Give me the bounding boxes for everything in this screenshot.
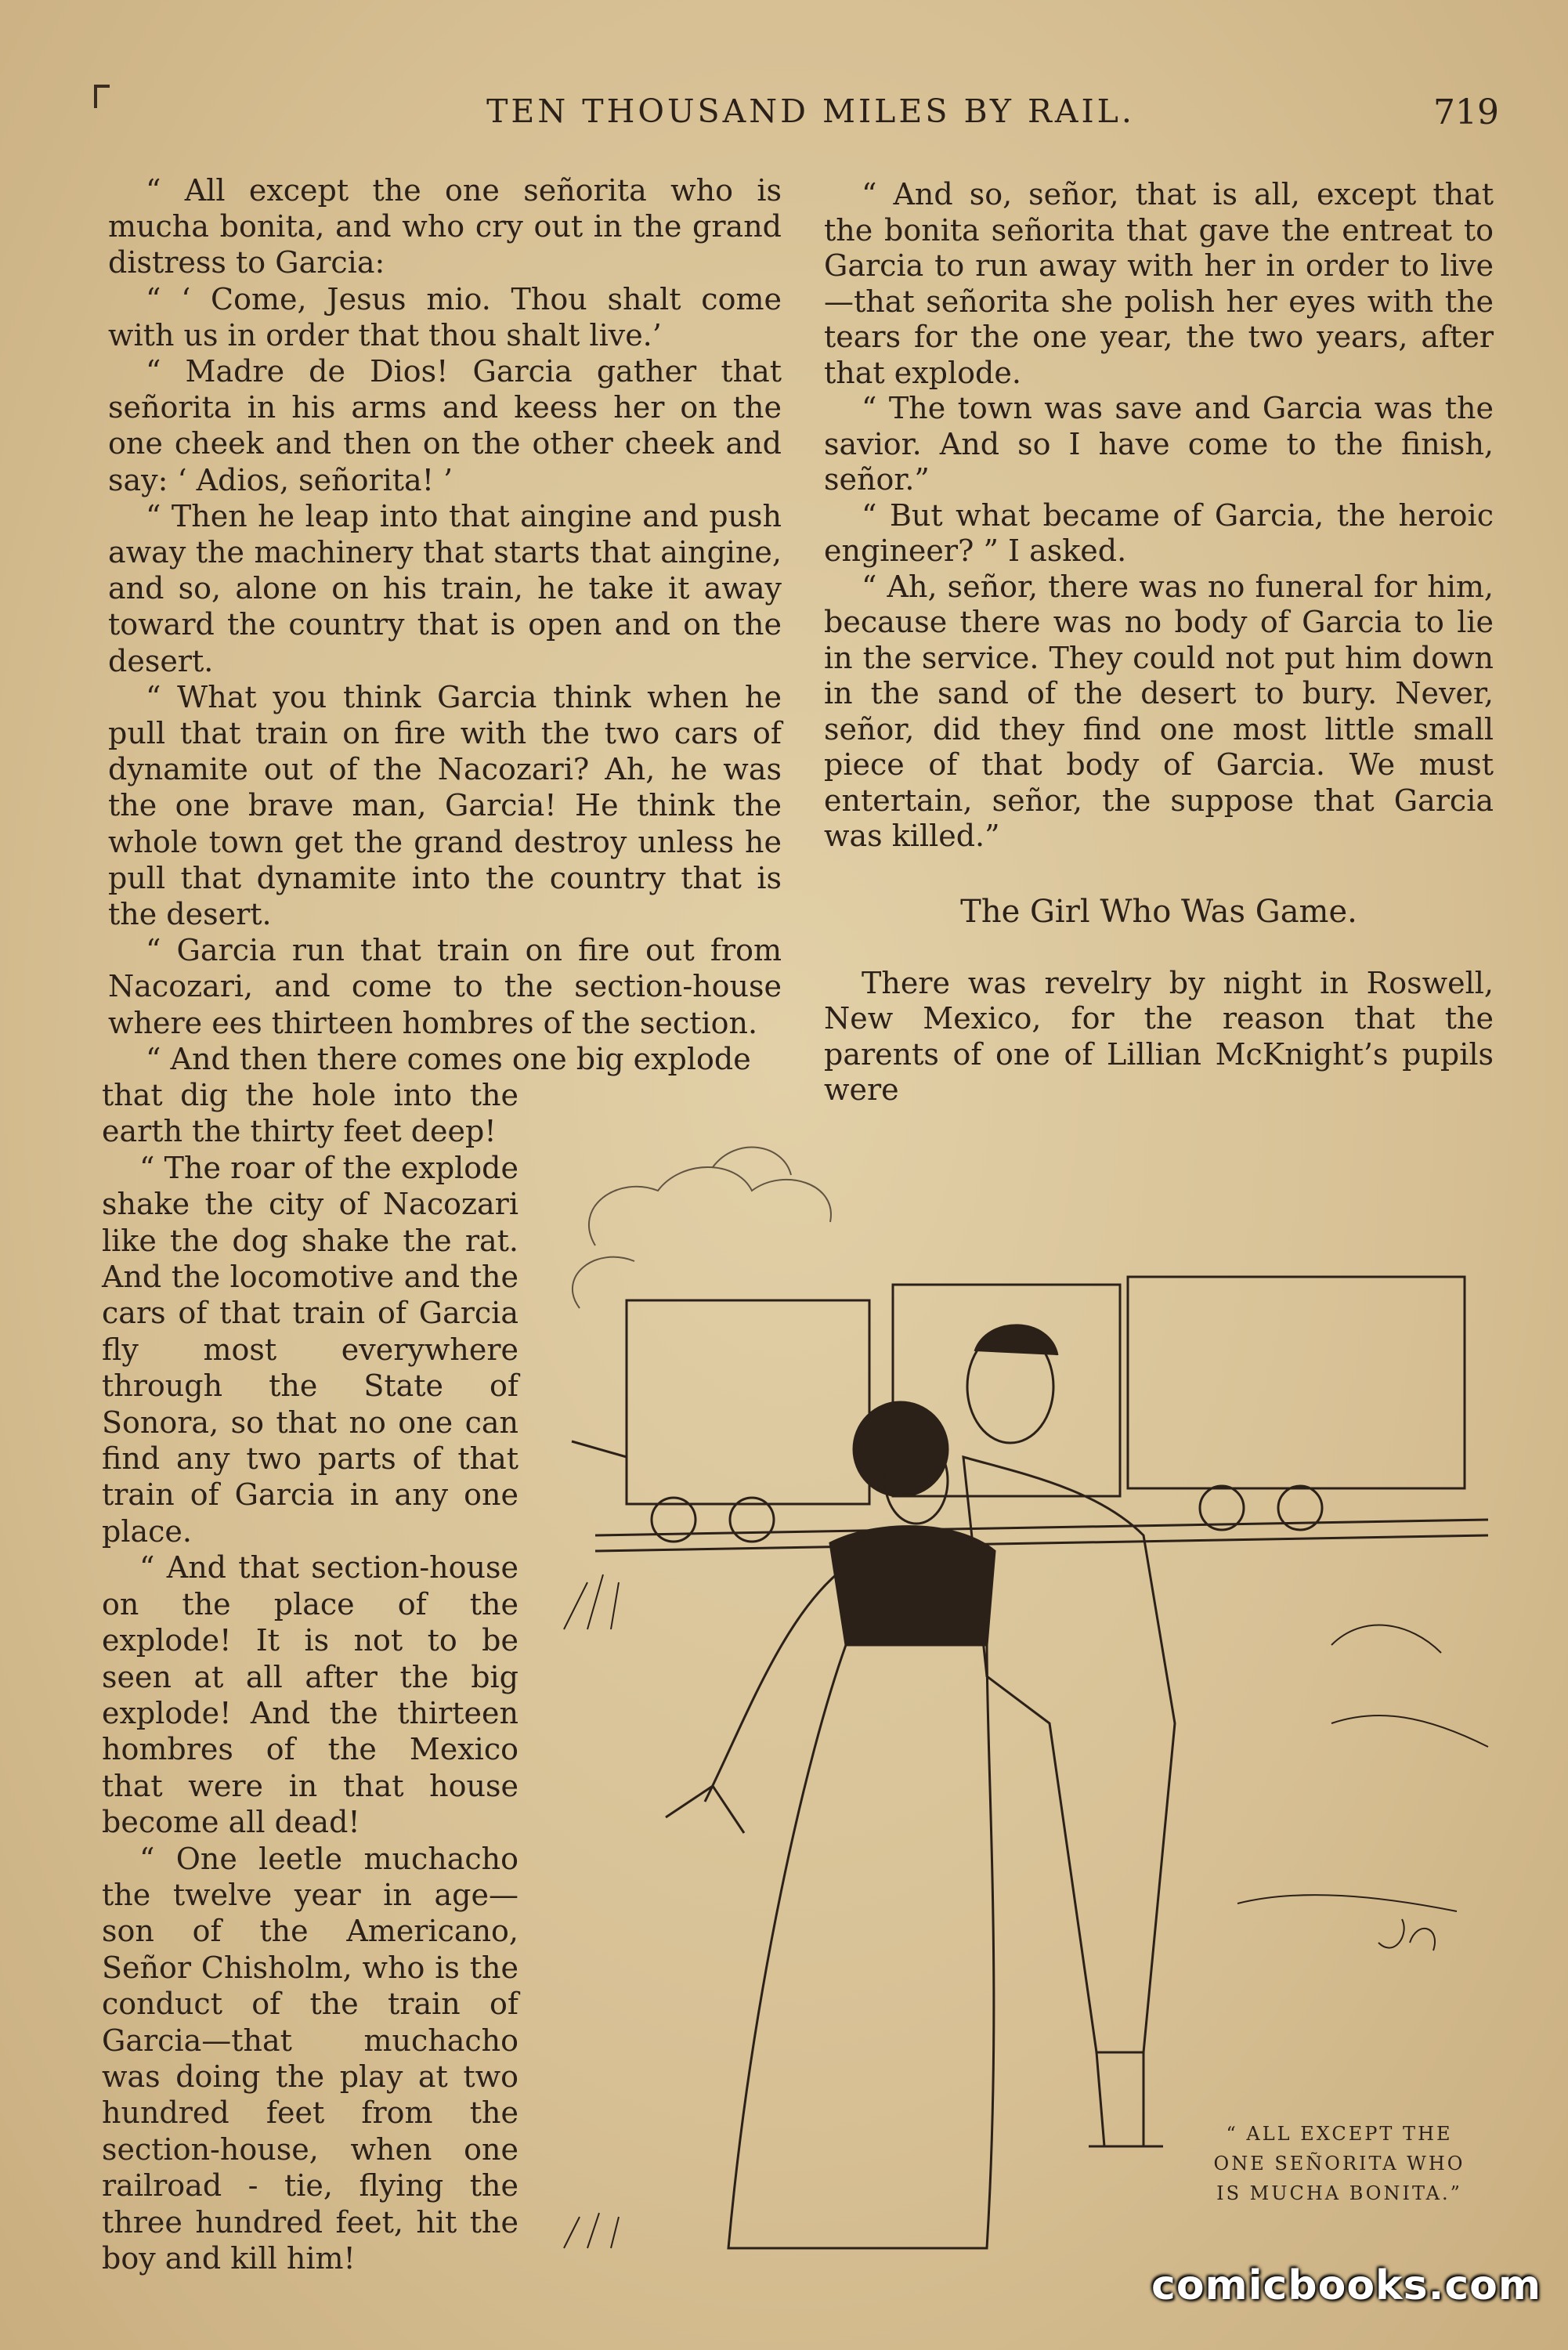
paragraph: “ And that section-house on the place of the explode! It is not to be seen at all after the big explode! And the thirteen hombres of the Mexico that were in that house become all dead! — [102, 1550, 518, 1840]
smoke-sketch — [573, 1148, 831, 1308]
illustration-caption: “ ALL EXCEPT THE ONE SEÑORITA WHO IS MUCHA BONITA.” — [1213, 2123, 1465, 2204]
paragraph: “ ‘ Come, Jesus mio. Thou shalt come with us in order that thou shalt live.’ — [108, 281, 782, 352]
paragraph: There was revelry by night in Roswell, New Mexico, for the reason that the parents of one of Lillian McKnight’s pupils were — [824, 965, 1494, 1107]
paragraph: “ All except the one señorita who is mucha bonita, and who cry out in the grand distress to Garcia: — [108, 173, 782, 280]
paragraph: “ And then there comes one big explode — [146, 1041, 751, 1076]
paragraph: “ Then he leap into that aingine and push away the machinery that starts that aingine, and so, alone on his train, he take it away toward the country that is open and on the desert. — [108, 498, 782, 678]
paragraph: “ Ah, señor, there was no funeral for him, because there was no body of Garcia to lie in the service. They could not put him down in the sand of the desert to bury. Never, señor, did they find one most little small piece of that body of Garcia. We must entertain, señor, the suppose that Garcia was killed.” — [824, 569, 1494, 853]
watermark: comicbooks.com — [1151, 2262, 1542, 2309]
left-column-narrow — [102, 1077, 518, 2276]
paragraph: “ And so, señor, that is all, except that the bonita señorita that gave the entreat to Garcia to run away with her in order to live—that señorita she polish her eyes with the tears for the one year, the two years, after that explode. — [824, 177, 1494, 390]
paragraph: “ But what became of Garcia, the heroic engineer? ” I asked. — [824, 497, 1494, 568]
page-number: 719 — [1433, 92, 1499, 132]
train-sketch — [572, 1277, 1488, 1551]
paragraph: “ Madre de Dios! Garcia gather that señorita in his arms and keess her on the one cheek and then on the other cheek and say: ‘ Adios, señorita! ’ — [108, 354, 782, 497]
man-figure — [963, 1325, 1175, 2146]
left-column-top — [108, 172, 782, 1077]
running-head: TEN THOUSAND MILES BY RAIL. — [486, 92, 1135, 130]
paragraph: “ What you think Garcia think when he pull that train on fire with the two cars of dynamite out of the Nacozari? Ah, he was the one brave man, Garcia! He think the whole town get the grand destroy unless he pull that dynamite into the country that is the desert. — [108, 679, 782, 932]
illustration — [548, 1128, 1535, 2280]
corner-mark — [94, 85, 110, 108]
paragraph: that dig the hole into the earth the thirty feet deep! — [102, 1078, 518, 1149]
paragraph: “ The roar of the explode shake the city of Nacozari like the dog shake the rat. And the locomotive and the cars of that train of Garcia fly most everywhere through the State of Sonora, so that no one can find any two parts of that train of Garcia in any one place. — [102, 1150, 518, 1549]
signature-mark — [1378, 1919, 1435, 1950]
woman-figure — [666, 1402, 995, 2248]
right-column — [824, 177, 1494, 1108]
paragraph: “ The town was save and Garcia was the savior. And so I have come to the finish, señor.” — [824, 391, 1494, 497]
section-title: The Girl Who Was Game. — [960, 893, 1357, 930]
paragraph: “ One leetle muchacho the twelve year in age—son of the Americano, Señor Chisholm, who is the conduct of the train of Garcia—that muchacho was doing the play at two hundred feet from the section-house, when one railroad - tie, flying the three hundred feet, hit the boy and kill him! — [102, 1841, 518, 2276]
paragraph: “ Garcia run that train on fire out from Nacozari, and come to the section-house where ees thirteen hombres of the section. — [108, 933, 782, 1040]
